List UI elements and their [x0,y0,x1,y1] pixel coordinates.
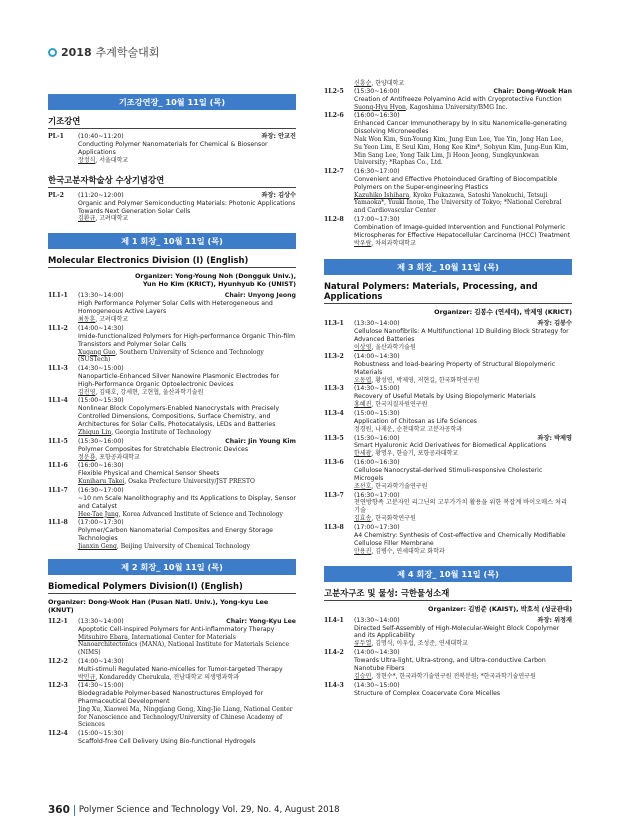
entry-presenter: Jianxin Geng [78,543,117,551]
entry-code: 1L2-2 [48,657,68,665]
entry-code: 1L2-1 [48,617,68,625]
entry-code: 1L4-1 [324,616,344,624]
entry-presenter: Kazuhiko Ishihara [354,191,410,199]
entry-presenter: Mitsuhiro Ebara [78,633,128,641]
entry-presenter: 최동훈 [78,316,96,324]
entry-time: (14:00~14:30) [354,352,400,360]
section-divider [324,303,572,304]
entry-title: 천연방향족 고분자인 리그닌의 고부가가치 활용을 위한 복잡계 바이오매스 처리기술 [354,499,567,515]
entry-presenter: 조선호 [354,482,372,490]
entry-time: (11:20~12:00) [78,191,124,199]
entry-time: (13:30~14:00) [78,292,124,300]
entry-affiliation: , 김태호, 강세현, 고현협, 울산과학기술원 [95,388,204,396]
entry-chair: Chair: Dong-Wook Han [493,87,572,95]
entry-title: Nonlinear Block Copolymers-Enabled Nanocrystals with Precisely Controlled Dimensions, Compositions, Surface Chemistry, and Architectures for Solar Cells, Photocatalysis, LEDs and Batteries [78,405,280,429]
entry-title: Biodegradable Polymer-based Nanostructures Employed for Pharmaceutical Development [78,690,264,706]
program-entry [324,320,572,351]
entry-title: Smart Hyaluronic Acid Derivatives for Biomedical Applications [354,442,547,450]
program-entry [324,168,572,215]
entry-title: Structure of Complex Coacervate Core Micelles [354,689,501,697]
entry-affiliation: , 황성연, 박제영, 저현길, 한국화학연구원 [371,376,480,384]
program-entry [48,325,296,364]
entry-title: Apoptotic Cell-inspired Polymers for Anti-inflammatory Therapy [78,625,275,633]
page-footer [48,804,340,816]
entry-code: 1L3-8 [324,524,344,532]
section-divider [48,187,296,188]
entry-presenter: 안용진 [354,547,372,555]
carry-over-authors [324,80,572,88]
program-entry [324,385,572,409]
entry-title: A4 Chemistry: Synthesis of Cost-effective and Chemically Modifiable Cellulose Filler Membrane [354,531,566,547]
entry-title: Scaffold-free Cell Delivery Using Bio-functional Hydrogels [78,738,256,746]
entry-presenter: 홍혜진 [354,401,372,409]
program-entry [324,649,572,680]
entry-affiliation: , 한국지질자원연구원 [371,401,428,409]
program-entry [324,617,572,648]
entry-code: 1L2-4 [48,730,68,738]
program-entry [48,658,296,682]
entry-time: (13:30~14:00) [354,320,400,328]
entry-title: Towards Ultra-light, Ultra-strong, and Ultra-conductive Carbon Nanotube Fibers [354,657,546,672]
entry-title: Robustness and load-bearing Property of Structural Biopolymeric Materials [354,360,556,376]
entry-time: (14:00~14:30) [354,649,400,657]
program-entry [324,435,572,459]
entry-title: Cellulose Nanocrystal-derived Stimuli-responsive Cholesteric Microgels [354,467,543,482]
entry-presenter: 신흥순 [354,80,372,87]
entry-chair: Chair: Unyong Jeong [224,292,296,300]
header-event: 추계학술대회 [95,46,160,59]
entry-code: 1L3-5 [324,434,344,442]
session-banner-room3: 제 3 회장_ 10월 11일 (목) [324,259,572,275]
entry-code: 1L1-7 [48,486,68,494]
program-entry [324,459,572,490]
entry-code: 1L4-3 [324,681,344,689]
entry-presenter: 장정식 [78,156,96,164]
entry-title: Multi-stimuli Regulated Nano-micelles for Tumor-targeted Therapy [78,665,283,673]
program-entry [48,618,296,657]
program-entry [48,192,296,223]
entry-affiliation: , 고려대학교 [95,316,129,324]
session-banner-keynote: 기조강연장_ 10월 11일 (목) [48,94,296,110]
program-entry [48,397,296,436]
entry-presenter: 박우람 [354,239,372,247]
entry-time: (17:00~17:30) [78,519,124,527]
entry-affiliation: , 한국화학연구원 [371,515,416,523]
entry-chair: 좌장: 김봉수 [537,320,572,328]
structure-organizer: Organizer: 김범준 (KAIST), 박호석 (성균관대) [428,604,572,613]
biomedical-title: Biomedical Polymers Division(I) (English) [48,580,243,591]
entry-time: (14:00~14:30) [78,324,124,332]
electronics-organizer: Organizer: Yong-Young Noh (Dongguk Univ.), [135,272,296,281]
entry-title: ~10 nm Scale Nanolithography and Its Applications to Display, Sensor and Catalyst [78,494,296,510]
entry-affiliation: , Kagoshima University/BMG Inc. [405,103,508,111]
entry-code: 1L2-5 [324,87,344,95]
entry-affiliation: Jing Xu, Xiaowei Ma, Ningqiang Gong, Xing-Jie Liang, National Center for Nanoscience and Technology/University of Chinese Academy of Sciences [78,706,293,729]
plenary-title: 기조강연 [48,116,81,126]
biomedical-entries [48,618,296,746]
award-title: 한국고분자학술상 수상기념강연 [48,174,165,185]
entry-time: (13:30~14:00) [78,617,124,625]
entry-code: 1L2-8 [324,215,344,223]
natural-title: Natural Polymers: Materials, Processing, and Applications [324,281,538,302]
entry-presenter: 김환규 [78,215,96,223]
program-entry [48,292,296,323]
entry-time: (17:00~17:30) [354,524,400,532]
program-entry [324,682,572,698]
bullet-circle-icon [48,48,57,57]
entry-affiliation: , Georgia Institute of Technology [111,429,212,437]
entry-code: 1L4-2 [324,649,344,657]
entry-affiliation: , 정현수*, 한국과학기술연구원 전북분원; *한국과학기술연구원 [371,672,536,680]
entry-affiliation: , 차의과학대학교 [371,239,416,247]
entry-title: Enhanced Cancer Immunotherapy by In situ Nanomicelle-generating Dissolving Microneedles [354,120,567,136]
entry-presenter: 김효송 [354,515,372,523]
entry-title: Cellulose Nanofibrils: A Multifunctional 1D Building Block Strategy for Advanced Batteries [354,328,569,344]
entry-chair: Chair: Yong-Kyu Lee [226,617,296,625]
entry-time: (16:30~17:00) [354,167,400,175]
entry-code: PL-2 [48,191,64,199]
section-divider [48,128,296,129]
biomedical-organizer: Organizer: Dong-Wook Han (Pusan Natl. Univ.), Yong-kyu Lee (KNUT) [48,597,269,614]
entry-code: 1L3-2 [324,352,344,360]
entry-affiliation: , 황명우, 한슬기, 포항공과대학교 [371,450,459,458]
section-divider [324,600,572,601]
entry-title: Directed Self-Assembly of High-Molecular-Weight Block Copolymer and its Applicability [354,624,560,640]
entry-presenter: Xugang Guo [78,348,116,356]
program-entry [48,438,296,462]
entry-title: Recovery of Useful Metals by Using Biopolymeric Materials [354,393,536,401]
entry-presenter: 이상영 [354,344,372,352]
program-entry [48,682,296,729]
journal-citation: Polymer Science and Technology Vol. 29, No. 4, August 2018 [78,805,340,815]
entry-presenter: 한세광 [354,450,372,458]
right-column [324,80,572,698]
natural-entries [324,320,572,555]
entry-time: (15:30~16:00) [354,434,400,442]
entry-code: 1L3-7 [324,491,344,499]
biomedical-entries-cont [324,88,572,247]
entry-presenter: 류두열 [354,640,372,648]
entry-affiliation: , Korea Advanced Institute of Science and Technology [118,510,283,518]
program-entry [324,492,572,523]
header-year: 2018 [61,45,92,59]
entry-title: Conducting Polymer Nanomaterials for Chemical & Biosensor Applications [78,141,268,156]
program-entry [324,410,572,434]
entry-code: 1L1-5 [48,437,68,445]
entry-title: High Performance Polymer Solar Cells with Heterogeneous and Homogeneous Active Layers [78,300,273,316]
entry-time: (15:00~15:30) [354,409,400,417]
entry-affiliation: , 한국과학기술연구원 [371,482,428,490]
entry-affiliation: , 울산과학기술원 [371,344,416,352]
entry-title: Nanoparticle-Enhanced Silver Nanowire Plasmonic Electrodes for High-Performance Organic Optoelectronic Devices [78,372,279,388]
entry-code: 1L3-4 [324,409,344,417]
program-entry [48,487,296,518]
entry-code: 1L3-1 [324,320,344,328]
entry-title: Organic and Polymer Semiconducting Materials: Photonic Applications Towards Next Generation Solar Cells [78,199,296,215]
section-divider [48,593,296,594]
program-entry [324,353,572,384]
entry-code: 1L1-6 [48,462,68,470]
entry-title: Polymer/Carbon Nanomaterial Composites and Energy Storage Technologies [78,527,273,543]
entry-time: (14:30~15:00) [78,682,124,690]
entry-time: (15:00~15:30) [78,397,124,405]
entry-code: 1L2-6 [324,112,344,120]
entry-title: Flexible Physical and Chemical Sensor Sheets [78,470,220,478]
entry-time: (17:00~17:30) [354,215,400,223]
entry-chair: 좌장: 위정재 [537,616,572,624]
natural-organizer: Organizer: 김봉수 (연세대), 박제영 (KRICT) [434,308,572,317]
entry-time: (15:30~16:00) [354,87,400,95]
session-banner-room4: 제 4 회장_ 10월 11일 (목) [324,566,572,582]
entry-presenter: Hee-Tae Jung [78,510,119,518]
entry-time: (13:30~14:00) [354,616,400,624]
program-entry [324,88,572,112]
entry-title: Combination of Image-guided Intervention and Functional Polymeric Microspheres for Effective Hepatocellular Carcinoma (HCC) Treatment [354,223,571,239]
entry-code: 1L1-3 [48,364,68,372]
program-entry [48,365,296,396]
program-entry [324,216,572,247]
entry-presenter: 박민규 [78,673,96,681]
entry-time: (10:40~11:20) [78,133,124,141]
entry-affiliation: , Beijing University of Chemical Technology [116,543,250,551]
entry-affiliation: , Southern University of Science and Technology (SUSTech) [78,348,264,364]
entry-presenter: 김진영 [78,388,96,396]
section-divider [48,267,296,268]
entry-affiliation: Nak Won Kim, Sun-Young Kim, Jung Eun Lee, Yue Yin, Jong Han Lee, Su Yeon Lim, E Seul Kim, Hong Kee Kim*, Sohyun Kim, Jung-Eun Kim, Min Sang Lee, Yong Taik Lim, Ji Hoon Jeong, Sungkyunkwan University; *Raphas Co., Ltd. [354,136,569,167]
entry-code: PL-1 [48,133,64,141]
structure-entries [324,617,572,698]
entry-time: (14:00~14:30) [78,657,124,665]
entry-affiliation: , Osaka Prefecture University/JST PRESTO [124,478,255,486]
entry-time: (16:00~16:30) [354,459,400,467]
program-entry [324,524,572,555]
program-entry [48,730,296,746]
entry-time: (15:00~15:30) [78,730,124,738]
entry-presenter: Kuniharu Takei [78,478,125,486]
electronics-title: Molecular Electronics Division (I) (English) [48,255,249,266]
entry-affiliation: , 한양대학교 [371,80,405,87]
entry-title: Convenient and Effective Photoinduced Grafting of Biocompatible Polymers on the Super-engineering Plastics [354,175,558,191]
entry-affiliation: , 포항공과대학교 [95,453,140,461]
entry-affiliation: , 김명식, 이우섭, 조성준, 연세대학교 [371,640,468,648]
left-column [48,88,296,747]
entry-affiliation: , Kondareddy Cherukula, 전남대학교 의생명과학과 [95,673,240,681]
entry-time: (16:30~17:00) [78,486,124,494]
entry-chair: 좌장: 안교진 [261,133,296,141]
entry-chair: 좌장: 박제영 [537,434,572,442]
electronics-entries [48,292,296,551]
entry-affiliation: , 고려대학교 [95,215,129,223]
entry-presenter: Suong-Hyu Hyon [354,103,406,111]
session-banner-room1: 제 1 회장_ 10월 11일 (목) [48,233,296,249]
entry-code: 1L2-7 [324,167,344,175]
footer-divider [74,805,75,816]
entry-code: 1L1-8 [48,519,68,527]
structure-title: 고분자구조 및 물성: 극한물성소재 [324,587,450,598]
program-entry [48,519,296,550]
entry-time: (14:30~15:00) [354,681,400,689]
entry-chair: Chair: Jin Young Kim [225,437,296,445]
entry-title: Imide-functionalized Polymers for High-performance Organic Thin-film Transistors and Polymer Solar Cells [78,332,296,348]
entry-affiliation: , International Center for Materials Nanoarchitectonics (MANA), National Institute for Materials Science (NIMS) [78,633,290,657]
entry-code: 1L1-1 [48,292,68,300]
entry-title: Application of Chitosan as Life Sciences [354,417,477,425]
page-number: 360 [48,804,70,816]
entry-affiliation: 정경원, 나재운, 순천대학교 고분자공학과 [354,425,463,433]
entry-code: 1L3-3 [324,385,344,393]
program-entry [324,112,572,167]
entry-time: (16:00~16:30) [78,462,124,470]
entry-time: (14:30~15:00) [354,385,400,393]
entry-code: 1L1-4 [48,397,68,405]
page-header [48,44,159,60]
entry-time: (15:30~16:00) [78,437,124,445]
program-entry [48,462,296,486]
entry-code: 1L2-3 [48,682,68,690]
program-entry [48,133,296,164]
entry-title: Polymer Composites for Stretchable Electronic Devices [78,445,249,453]
entry-time: (16:30~17:00) [354,491,400,499]
entry-affiliation: , 김병수, 연세대학교 화학과 [371,547,445,555]
entry-presenter: 정운룡 [78,453,96,461]
session-banner-room2: 제 2 회장_ 10월 11일 (목) [48,559,296,575]
entry-affiliation: , Kyoko Fukazawa, Satoshi Yanokuchi, Tetsuji Yamaoka*, Yuuki Inoue, The University of Tokyo; *National Cerebral and Cardiovascular Center [354,191,562,215]
entry-code: 1L3-6 [324,459,344,467]
entry-title: Creation of Antifreeze Polyamino Acid with Cryoprotective Function [354,95,562,103]
entry-time: (14:30~15:00) [78,364,124,372]
entry-presenter: 김승민 [354,672,372,680]
entry-affiliation: , 서울대학교 [95,156,129,164]
entry-time: (16:00~16:30) [354,112,400,120]
entry-chair: 좌장: 김상수 [261,191,296,199]
electronics-organizer-2: Yun Ho Kim (KRICT), Hyunhyub Ko (UNIST) [142,280,296,289]
entry-presenter: 오동엽 [354,376,372,384]
entry-code: 1L1-2 [48,324,68,332]
entry-presenter: Zhiqun Lin [78,429,112,437]
